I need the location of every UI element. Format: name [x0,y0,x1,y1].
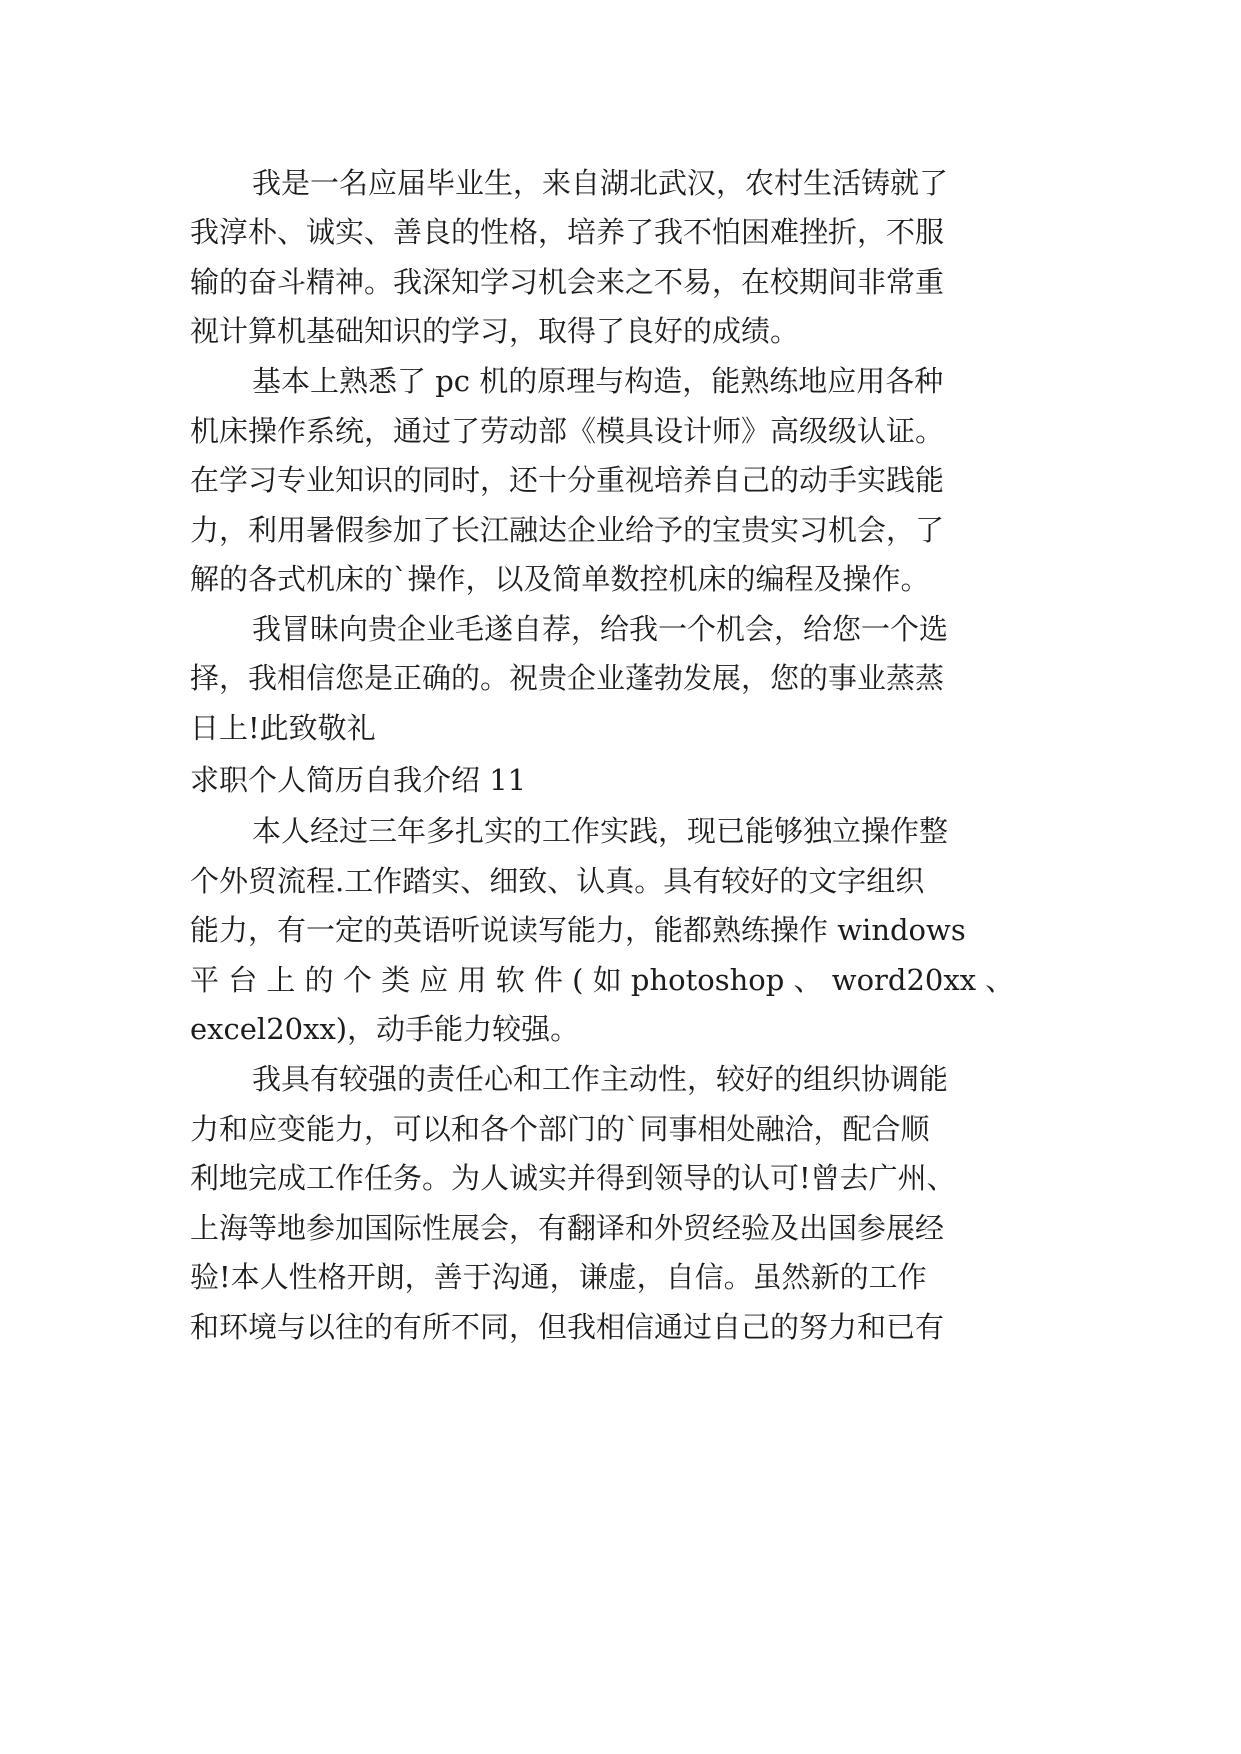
paragraph-5-line-4: 上海等地参加国际性展会，有翻译和外贸经验及出国参展经 [190,1211,945,1245]
paragraph-1-line-3: 输的奋斗精神。我深知学习机会来之不易，在校期间非常重 [190,265,945,299]
paragraph-3-line-1: 我冒昧向贵企业毛遂自荐，给我一个机会，给您一个选 [252,612,949,646]
paragraph-2-line-5: 解的各式机床的`操作，以及简单数控机床的编程及操作。 [190,562,930,596]
paragraph-2-line-4: 力，利用暑假参加了长江融达企业给予的宝贵实习机会，了 [190,513,945,547]
paragraph-5-line-3: 利地完成工作任务。为人诚实并得到领导的认可!曾去广州、 [190,1161,956,1195]
paragraph-2-line-3: 在学习专业知识的同时，还十分重视培养自己的动手实践能 [190,463,945,497]
paragraph-1-line-2: 我淳朴、诚实、善良的性格，培养了我不怕困难挫折，不服 [190,215,945,249]
paragraph-2-line-2: 机床操作系统，通过了劳动部《模具设计师》高级级认证。 [190,414,945,448]
paragraph-5-line-5: 验!本人性格开朗，善于沟通，谦虚，自信。虽然新的工作 [190,1260,927,1294]
paragraph-4-line-4: 平 台 上 的 个 类 应 用 软 件 ( 如 photoshop 、 word20xx 、 [190,963,1015,997]
paragraph-3-line-3: 日上!此致敬礼 [190,711,376,745]
section-heading: 求职个人简历自我介绍 11 [190,763,527,797]
paragraph-5-line-2: 力和应变能力，可以和各个部门的`同事相处融洽，配合顺 [190,1112,930,1146]
paragraph-4-line-1: 本人经过三年多扎实的工作实践，现已能够独立操作整 [252,814,949,848]
paragraph-5-line-1: 我具有较强的责任心和工作主动性，较好的组织协调能 [252,1062,949,1096]
paragraph-5-line-6: 和环境与以往的有所不同，但我相信通过自己的努力和已有 [190,1310,945,1344]
paragraph-2-line-1: 基本上熟悉了 pc 机的原理与构造，能熟练地应用各种 [252,364,944,398]
paragraph-1-line-1: 我是一名应届毕业生，来自湖北武汉，农村生活铸就了 [252,166,949,200]
paragraph-1-line-4: 视计算机基础知识的学习，取得了良好的成绩。 [190,314,800,348]
paragraph-3-line-2: 择，我相信您是正确的。祝贵企业蓬勃发展，您的事业蒸蒸 [190,661,945,695]
paragraph-4-line-2: 个外贸流程.工作踏实、细致、认真。具有较好的文字组织 [190,864,925,898]
paragraph-4-line-5: excel20xx)，动手能力较强。 [190,1012,580,1046]
paragraph-4-line-3: 能力，有一定的英语听说读写能力，能都熟练操作 windows [190,913,966,947]
